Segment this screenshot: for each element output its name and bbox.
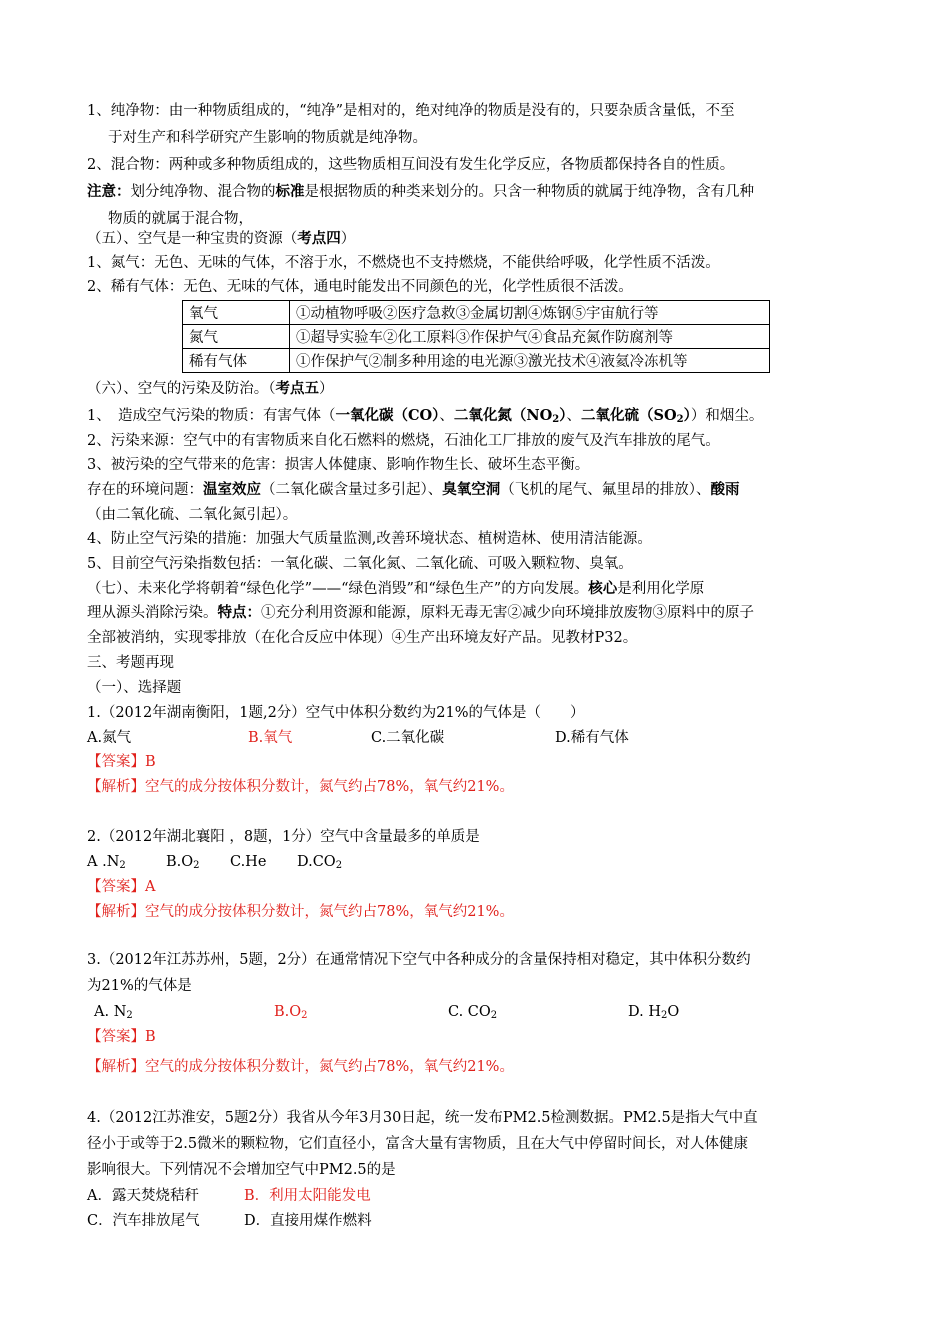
note-bold-standard: 标准 (275, 183, 305, 200)
sec6-text: （六）、空气的污染及防治。（ (87, 381, 276, 397)
note-line-2: 物质的就属于混合物， (108, 211, 253, 227)
q2-option-a: A $.N_2$ (87, 854, 126, 871)
sec7-features: 特点： (217, 604, 261, 621)
q2-answer (87, 877, 155, 897)
q3-option-a: A. $N_2$ (94, 1004, 133, 1021)
table-cell-gas: 氧气 (183, 301, 290, 325)
answer-value: B (145, 1029, 156, 1045)
env-text-a: 存在的环境问题： (87, 482, 203, 498)
answer-label: 【答案】 (87, 1029, 145, 1045)
q1-explanation (87, 777, 514, 797)
answer-value: B (145, 754, 156, 770)
sec7-text-c: 理从源头消除污染。 (87, 605, 218, 621)
sec7-text-a: （七）、未来化学将朝着“绿色化学”——“绿色消毁”和“绿色生产”的方向发展。 (87, 581, 589, 597)
table-cell-use: ①动植物呼吸②医疗急救③金属切割④炼钢⑤宇宙航行等 (290, 301, 770, 325)
q1-option-a: A.氮气 (87, 730, 132, 746)
q1-option-b: B.氧气 (248, 730, 293, 746)
env-text-b: （二氧化碳含量过多引起）、 (261, 482, 443, 498)
note-text-b: 是根据物质的种类来划分的。只含一种物质的就属于纯净物，含有几种 (304, 184, 754, 200)
section-7-line-2 (87, 603, 754, 623)
pol1-co: 一氧化碳（CO） (335, 407, 440, 424)
q3-stem-2: 为21%的气体是 (87, 978, 192, 994)
note-label: 注意： (87, 183, 131, 200)
pollution-source-line: 2、污染来源：空气中的有害物质来自化石燃料的燃烧，石油化工厂排放的废气及汽车排放的尾气。 (87, 433, 720, 449)
answer-label: 【答案】 (87, 754, 145, 770)
env-problems-line-2: （由二氧化硫、二氧化氮引起）。 (87, 507, 298, 523)
env-acid-rain: 酸雨 (710, 481, 740, 498)
table-cell-use: ①超导实验车②化工原料③作保护气④食品充氮作防腐剂等 (290, 325, 770, 349)
section-3-heading: 三、考题再现 (87, 655, 174, 671)
table-row (183, 325, 770, 349)
pol1-sep2: 、 (566, 408, 582, 424)
pol1-end: ）和烟尘。 (690, 408, 764, 424)
index-line: 5、目前空气污染指数包括：一氧化碳、二氧化氮、二氧化硫、可吸入颗粒物、臭氧。 (87, 556, 633, 572)
q3-stem-1: 3.（2012年江苏苏州，5题，2分）在通常情况下空气中各种成分的含量保持相对稳定，其中体积分数约 (87, 952, 751, 968)
q3-option-c: C. $CO_2$ (448, 1004, 498, 1021)
q3-option-b: $B.O_2$ (274, 1004, 308, 1021)
q2-option-c: C.He (230, 854, 267, 870)
explanation-label: 【解析】 (87, 904, 145, 920)
noble-gas-line: 2、稀有气体：无色、无味的气体，通电时能发出不同颜色的光，化学性质很不活泼。 (87, 279, 633, 295)
q2-option-d: $D.CO_2$ (297, 854, 343, 871)
explanation-label: 【解析】 (87, 1059, 145, 1075)
q4-option-c: C．汽车排放尾气 (87, 1213, 200, 1229)
gas-uses-table (182, 300, 770, 373)
table-row (183, 301, 770, 325)
table-cell-gas: 稀有气体 (183, 349, 290, 373)
section-6-heading (87, 379, 334, 399)
sec5-close: ） (340, 231, 356, 247)
section-5-heading (87, 229, 355, 249)
sec6-close: ） (319, 381, 334, 397)
q4-option-a: A．露天焚烧秸秆 (87, 1188, 199, 1204)
para-pure-substance-2: 于对生产和科学研究产生影响的物质就是纯净物。 (108, 130, 427, 146)
q1-option-d: D.稀有气体 (555, 730, 629, 746)
pol1-text: 1、 造成空气污染的物质：有害气体（ (87, 408, 336, 424)
q4-stem-2: 径小于或等于2.5微米的颗粒物，它们直径小，富含大量有害物质，且在大气中停留时间长，对人体健康 (87, 1136, 749, 1152)
q2-stem: 2.（2012年湖北襄阳 ，8题，1分）空气中含量最多的单质是 (87, 829, 480, 845)
pollutants-line (87, 406, 763, 430)
nitrogen-line: 1、氮气：无色、无味的气体，不溶于水，不燃烧也不支持燃烧，不能供给呼吸，化学性质不活泼。 (87, 255, 720, 271)
q1-option-c: C.二氧化碳 (371, 730, 445, 746)
sec7-text-d: ①充分利用资源和能源，原料无毒无害②减少向环境排放废物③原料中的原子 (261, 605, 754, 621)
explanation-text: 空气的成分按体积分数计，氮气约占78%，氧气约21%。 (145, 904, 514, 920)
env-ozone: 臭氧空洞 (442, 481, 501, 498)
sec6-keypoint: 考点五 (275, 380, 319, 397)
sec7-core: 核心 (588, 580, 618, 597)
table-cell-gas: 氮气 (183, 325, 290, 349)
answer-value: A (145, 879, 156, 895)
note-text-a: 划分纯净物、混合物的 (130, 184, 276, 200)
q2-explanation (87, 902, 514, 922)
env-text-c: （飞机的尾气、氟里昂的排放）、 (500, 482, 711, 498)
table-cell-use: ①作保护气②制多种用途的电光源③激光技术④液氦冷冻机等 (290, 349, 770, 373)
explanation-text: 空气的成分按体积分数计，氮气约占78%，氧气约21%。 (145, 1059, 514, 1075)
para-pure-substance-1: 1、纯净物：由一种物质组成的，“纯净”是相对的，绝对纯净的物质是没有的，只要杂质含量低，不至 (87, 103, 735, 119)
q4-stem-3: 影响很大。下列情况不会增加空气中PM2.5的是 (87, 1162, 396, 1178)
prevention-line: 4、防止空气污染的措施：加强大气质量监测,改善环境状态、植树造林、使用清洁能源。 (87, 531, 652, 547)
sec7-text-b: 是利用化学原 (617, 581, 705, 597)
section-7-line-3: 全部被消纳，实现零排放（在化合反应中体现）④生产出环境友好产品。见教材P32。 (87, 630, 638, 646)
q4-stem-1: 4.（2012江苏淮安，5题2分）我省从今年3月30日起，统一发布PM2.5检测数据。PM2.5是指大气中直 (87, 1110, 758, 1126)
env-problems-line-1 (87, 480, 740, 500)
q3-option-d: D. $H_2O$ (628, 1004, 680, 1021)
subsection-choice-heading: （一）、选择题 (87, 680, 182, 696)
explanation-text: 空气的成分按体积分数计，氮气约占78%，氧气约21%。 (145, 779, 514, 795)
sec5-text: （五）、空气是一种宝贵的资源（ (87, 231, 298, 247)
q4-option-d: D．直接用煤作燃料 (244, 1213, 372, 1229)
q1-answer (87, 752, 156, 772)
q3-answer (87, 1027, 156, 1047)
para-mixture: 2、混合物：两种或多种物质组成的，这些物质相互间没有发生化学反应，各物质都保持各自的性质。 (87, 157, 735, 173)
explanation-label: 【解析】 (87, 779, 145, 795)
q2-option-b: $B.O_2$ (166, 854, 200, 871)
q1-stem: 1.（2012年湖南衡阳，1题,2分）空气中体积分数约为21%的气体是（ ） (87, 705, 585, 721)
q3-explanation (87, 1057, 514, 1077)
pol1-sep1: 、 (439, 408, 454, 424)
answer-label: 【答案】 (87, 879, 145, 895)
env-greenhouse: 温室效应 (203, 481, 261, 498)
pol1-no2: 二氧化氮$(NO_2)$ (453, 407, 567, 425)
sec5-keypoint: 考点四 (297, 230, 341, 247)
note-line-1 (87, 182, 754, 202)
table-row (183, 349, 770, 373)
pol1-so2: 二氧化硫$(SO_2)$ (581, 407, 691, 425)
pollution-harm-line: 3、被污染的空气带来的危害：损害人体健康、影响作物生长、破坏生态平衡。 (87, 457, 590, 473)
q4-option-b: B．利用太阳能发电 (244, 1188, 371, 1204)
section-7-line-1 (87, 579, 704, 599)
